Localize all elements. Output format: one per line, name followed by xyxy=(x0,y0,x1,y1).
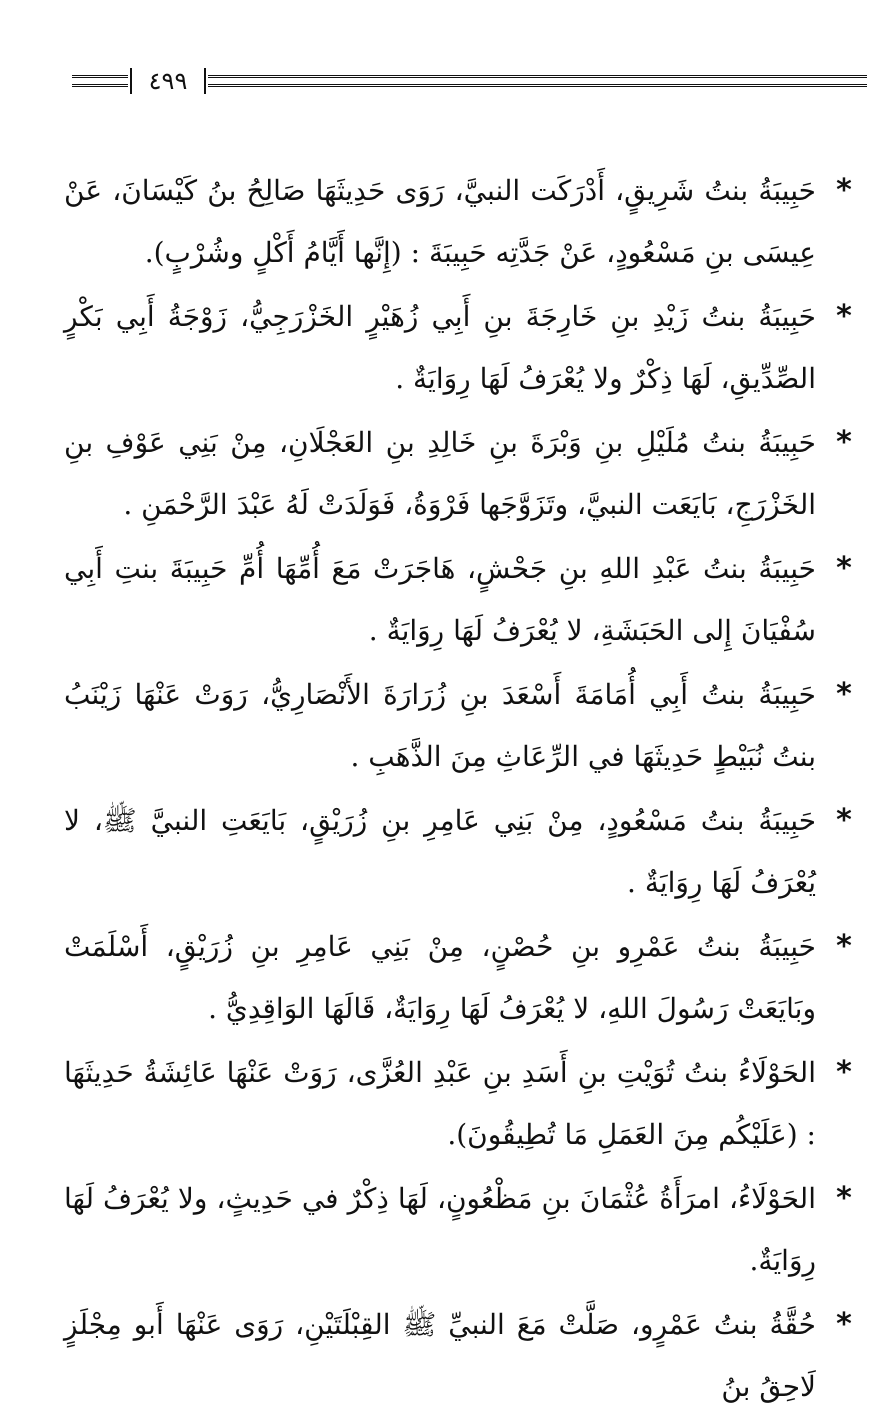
bullet-star: * xyxy=(836,1055,852,1090)
header-divider xyxy=(204,68,206,94)
bullet-star: * xyxy=(836,1307,852,1342)
entry-text: حُقَّةُ بنتُ عَمْرٍو، صَلَّتْ مَعَ النبيِّ ﷺ القِبْلَتَيْنِ، رَوَى عَنْهَا أَبو مِجْلَزٍ لَاحِقُ بنُ xyxy=(64,1308,816,1403)
entry-text: حَبِيبَةُ بنتُ مُلَيْلِ بنِ وَبْرَةَ بنِ خَالِدِ بنِ العَجْلَانِ، مِنْ بَنِي عَوْفِ بنِ الخَزْرَجِ، بَايَعَت النبيَّ، وتَزَوَّجَها فَرْوَةُ، فَوَلَدَتْ لَهُ عَبْدَ الرَّحْمَنِ . xyxy=(64,426,816,521)
list-item xyxy=(64,1168,864,1292)
header-rule-right xyxy=(208,75,867,87)
entry-text: حَبِيبَةُ بنتُ أَبِي أُمَامَةَ أَسْعَدَ بنِ زُرَارَةَ الأَنْصَارِيُّ، رَوَتْ عَنْهَا زَيْنَبُ بنتُ نُبَيْطٍ حَدِيثَهَا في الرِّعَاثِ مِنَ الذَّهَبِ . xyxy=(64,678,816,773)
header-divider xyxy=(130,68,132,94)
page-number: ٤٩٩ xyxy=(148,67,188,95)
list-item xyxy=(64,538,864,662)
list-item xyxy=(64,412,864,536)
list-item xyxy=(64,664,864,788)
header-rule-left xyxy=(72,75,128,87)
bullet-star: * xyxy=(836,1181,852,1216)
bullet-star: * xyxy=(836,299,852,334)
list-item xyxy=(64,1294,864,1418)
page-header xyxy=(72,66,867,98)
list-item xyxy=(64,286,864,410)
bullet-star: * xyxy=(836,677,852,712)
entry-list xyxy=(64,160,864,1420)
list-item xyxy=(64,160,864,284)
entry-text: حَبِيبَةُ بنتُ زَيْدِ بنِ خَارِجَةَ بنِ أَبِي زُهَيْرٍ الخَزْرَجِيُّ، زَوْجَةُ أَبِي بَكْرٍ الصِّدِّيقِ، لَهَا ذِكْرٌ ولا يُعْرَفُ لَهَا رِوَايَةٌ . xyxy=(64,300,816,395)
list-item xyxy=(64,916,864,1040)
list-item xyxy=(64,790,864,914)
bullet-star: * xyxy=(836,551,852,586)
entry-text: حَبِيبَةُ بنتُ عَبْدِ اللهِ بنِ جَحْشٍ، هَاجَرَتْ مَعَ أُمِّهَا أُمِّ حَبِيبَةَ بنتِ أَبِي سُفْيَانَ إِلى الحَبَشَةِ، لا يُعْرَفُ لَهَا رِوَايَةٌ . xyxy=(64,552,816,647)
entry-text: الحَوْلَاءُ بنتُ تُوَيْتِ بنِ أَسَدِ بنِ عَبْدِ العُزَّى، رَوَتْ عَنْهَا عَائِشَةُ حَدِيثَهَا : (عَلَيْكُم مِنَ العَمَلِ مَا تُطِيقُونَ). xyxy=(64,1056,816,1151)
entry-text: حَبِيبَةُ بنتُ شَرِيقٍ، أَدْرَكَت النبيَّ، رَوَى حَدِيثَهَا صَالِحُ بنُ كَيْسَانَ، عَنْ عِيسَى بنِ مَسْعُودٍ، عَنْ جَدَّتِه حَبِيبَةَ : (إِنَّها أَيَّامُ أَكْلٍ وشُرْبٍ). xyxy=(64,174,816,269)
bullet-star: * xyxy=(836,929,852,964)
entry-text: حَبِيبَةُ بنتُ عَمْرِو بنِ حُصْنٍ، مِنْ بَنِي عَامِرِ بنِ زُرَيْقٍ، أَسْلَمَتْ وبَايَعَتْ رَسُولَ اللهِ، لا يُعْرَفُ لَهَا رِوَايَةٌ، قَالَهَا الوَاقِدِيُّ . xyxy=(64,930,816,1025)
entry-text: الحَوْلَاءُ، امرَأَةُ عُثْمَانَ بنِ مَظْعُونٍ، لَهَا ذِكْرٌ في حَدِيثٍ، ولا يُعْرَفُ لَهَا رِوَايَةٌ. xyxy=(64,1182,816,1277)
bullet-star: * xyxy=(836,803,852,838)
bullet-star: * xyxy=(836,425,852,460)
entry-text: حَبِيبَةُ بنتُ مَسْعُودٍ، مِنْ بَنِي عَامِرِ بنِ زُرَيْقٍ، بَايَعَتِ النبيَّ ﷺ، لا يُعْرَفُ لَهَا رِوَايَةٌ . xyxy=(64,804,816,899)
bullet-star: * xyxy=(836,173,852,208)
list-item xyxy=(64,1042,864,1166)
